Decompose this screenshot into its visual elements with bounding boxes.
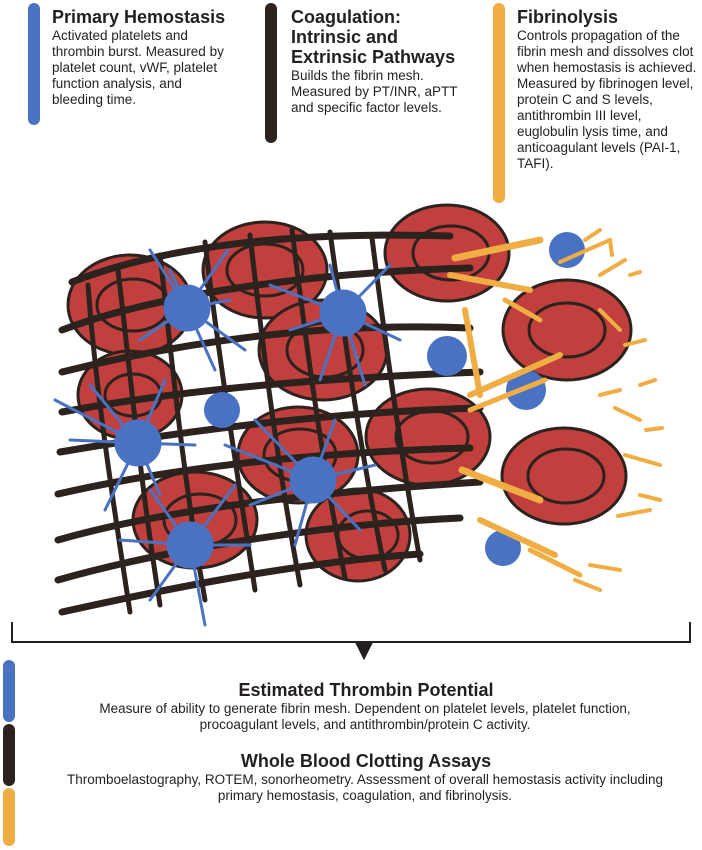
resting-platelet: [549, 232, 585, 268]
red-blood-cell: [502, 428, 626, 524]
primary-hemostasis-description: Activated platelets and thrombin burst. Measured by platelet count, vWF, platelet function analysis, and bleeding time.: [52, 28, 224, 107]
bracket: [12, 622, 690, 658]
fibrinolysis-description: Controls propagation of the fibrin mesh and dissolves clot when hemostasis is achieved. Measured by fibrinogen level, protein C and S levels, antithrombin III level, euglobulin lysis time, and anticoagulant levels (PAI-1, TAFI).: [517, 28, 697, 171]
etp-description: Measure of ability to generate fibrin mesh. Dependent on platelet levels, platelet function, procoagulant levels, and antithrombin/protein C activity.: [99, 701, 631, 732]
coagulation-title: Coagulation: Intrinsic and Extrinsic Pathways: [291, 7, 456, 67]
primary-hemostasis-title: Primary Hemostasis: [52, 7, 226, 27]
whole-blood-description: Thromboelastography, ROTEM, sonorheometry. Assessment of overall hemostasis activity including primary hemostasis, coagulation, and fibrinolysis.: [67, 772, 663, 803]
coagulation-description: Builds the fibrin mesh. Measured by PT/INR, aPTT and specific factor levels.: [291, 68, 458, 115]
red-blood-cell: [503, 280, 631, 380]
assay-bar-blue: [3, 660, 15, 722]
fibrinolysis-title: Fibrinolysis: [517, 7, 619, 27]
whole-blood-title: Whole Blood Clotting Assays: [240, 751, 492, 771]
resting-platelet: [204, 392, 240, 428]
resting-platelet: [427, 336, 467, 376]
assay-bar-brown: [3, 724, 15, 786]
etp-title: Estimated Thrombin Potential: [238, 680, 494, 700]
assay-bar-orange: [3, 788, 15, 846]
